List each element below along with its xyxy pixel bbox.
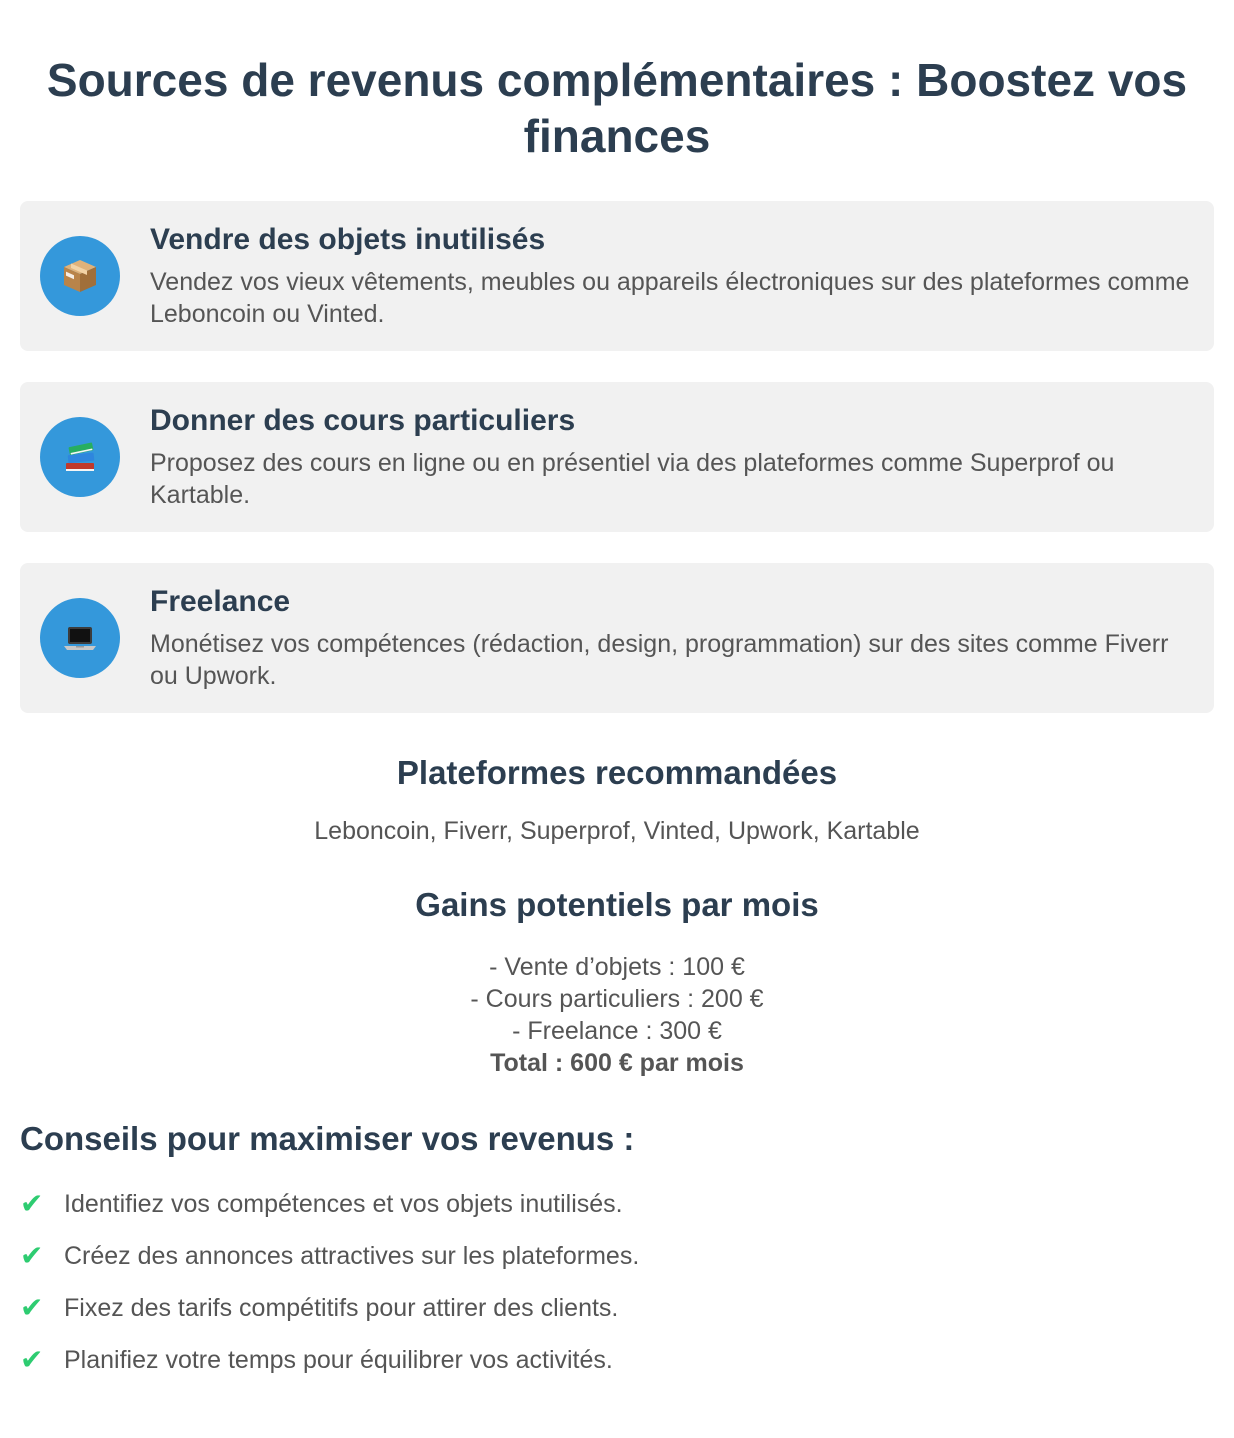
- page-title: Sources de revenus complémentaires : Boostez vos finances: [46, 54, 1188, 162]
- tip-text: Identifiez vos compétences et vos objets inutilisés.: [64, 1190, 623, 1218]
- card-sell-items: [20, 201, 1214, 351]
- check-icon: ✔: [20, 1188, 44, 1219]
- laptop-icon: [40, 598, 120, 678]
- tips-list: [20, 1186, 1214, 1378]
- gain-line: - Vente d’objets : 100 €: [489, 953, 745, 981]
- list-item: [20, 1342, 1214, 1378]
- card-title: Vendre des objets inutilisés: [150, 223, 546, 256]
- card-body: [150, 222, 1194, 330]
- books-icon: [40, 417, 120, 497]
- card-freelance: [20, 563, 1214, 713]
- income-source-cards: [20, 201, 1214, 713]
- card-body: [150, 403, 1194, 511]
- check-icon: ✔: [20, 1344, 44, 1375]
- gain-line: - Freelance : 300 €: [512, 1017, 722, 1045]
- package-icon: [40, 236, 120, 316]
- gains-heading: Gains potentiels par mois: [415, 886, 819, 923]
- gains-list: [20, 951, 1214, 1079]
- gain-line: - Cours particuliers : 200 €: [470, 985, 764, 1013]
- card-description: Proposez des cours en ligne ou en présentiel via des plateformes comme Superprof ou Kartable.: [150, 449, 1115, 509]
- platforms-heading: Plateformes recommandées: [396, 754, 838, 791]
- card-description: Vendez vos vieux vêtements, meubles ou appareils électroniques sur des plateformes comme Leboncoin ou Vinted.: [150, 268, 1190, 328]
- tips-heading: Conseils pour maximiser vos revenus :: [20, 1120, 635, 1157]
- check-icon: ✔: [20, 1240, 44, 1271]
- check-icon: ✔: [20, 1292, 44, 1323]
- card-body: [150, 584, 1194, 692]
- list-item: [20, 1238, 1214, 1274]
- card-title: Donner des cours particuliers: [150, 404, 576, 437]
- gains-total: Total : 600 € par mois: [490, 1049, 744, 1077]
- card-title: Freelance: [150, 585, 291, 618]
- card-description: Monétisez vos compétences (rédaction, design, programmation) sur des sites comme Fiverr ou Upwork.: [150, 630, 1169, 690]
- tip-text: Planifiez votre temps pour équilibrer vos activités.: [64, 1346, 613, 1374]
- tip-text: Créez des annonces attractives sur les plateformes.: [64, 1242, 640, 1270]
- card-private-lessons: [20, 382, 1214, 532]
- list-item: [20, 1290, 1214, 1326]
- platforms-list: Leboncoin, Fiverr, Superprof, Vinted, Upwork, Kartable: [314, 817, 920, 845]
- tip-text: Fixez des tarifs compétitifs pour attirer des clients.: [64, 1294, 619, 1322]
- list-item: [20, 1186, 1214, 1222]
